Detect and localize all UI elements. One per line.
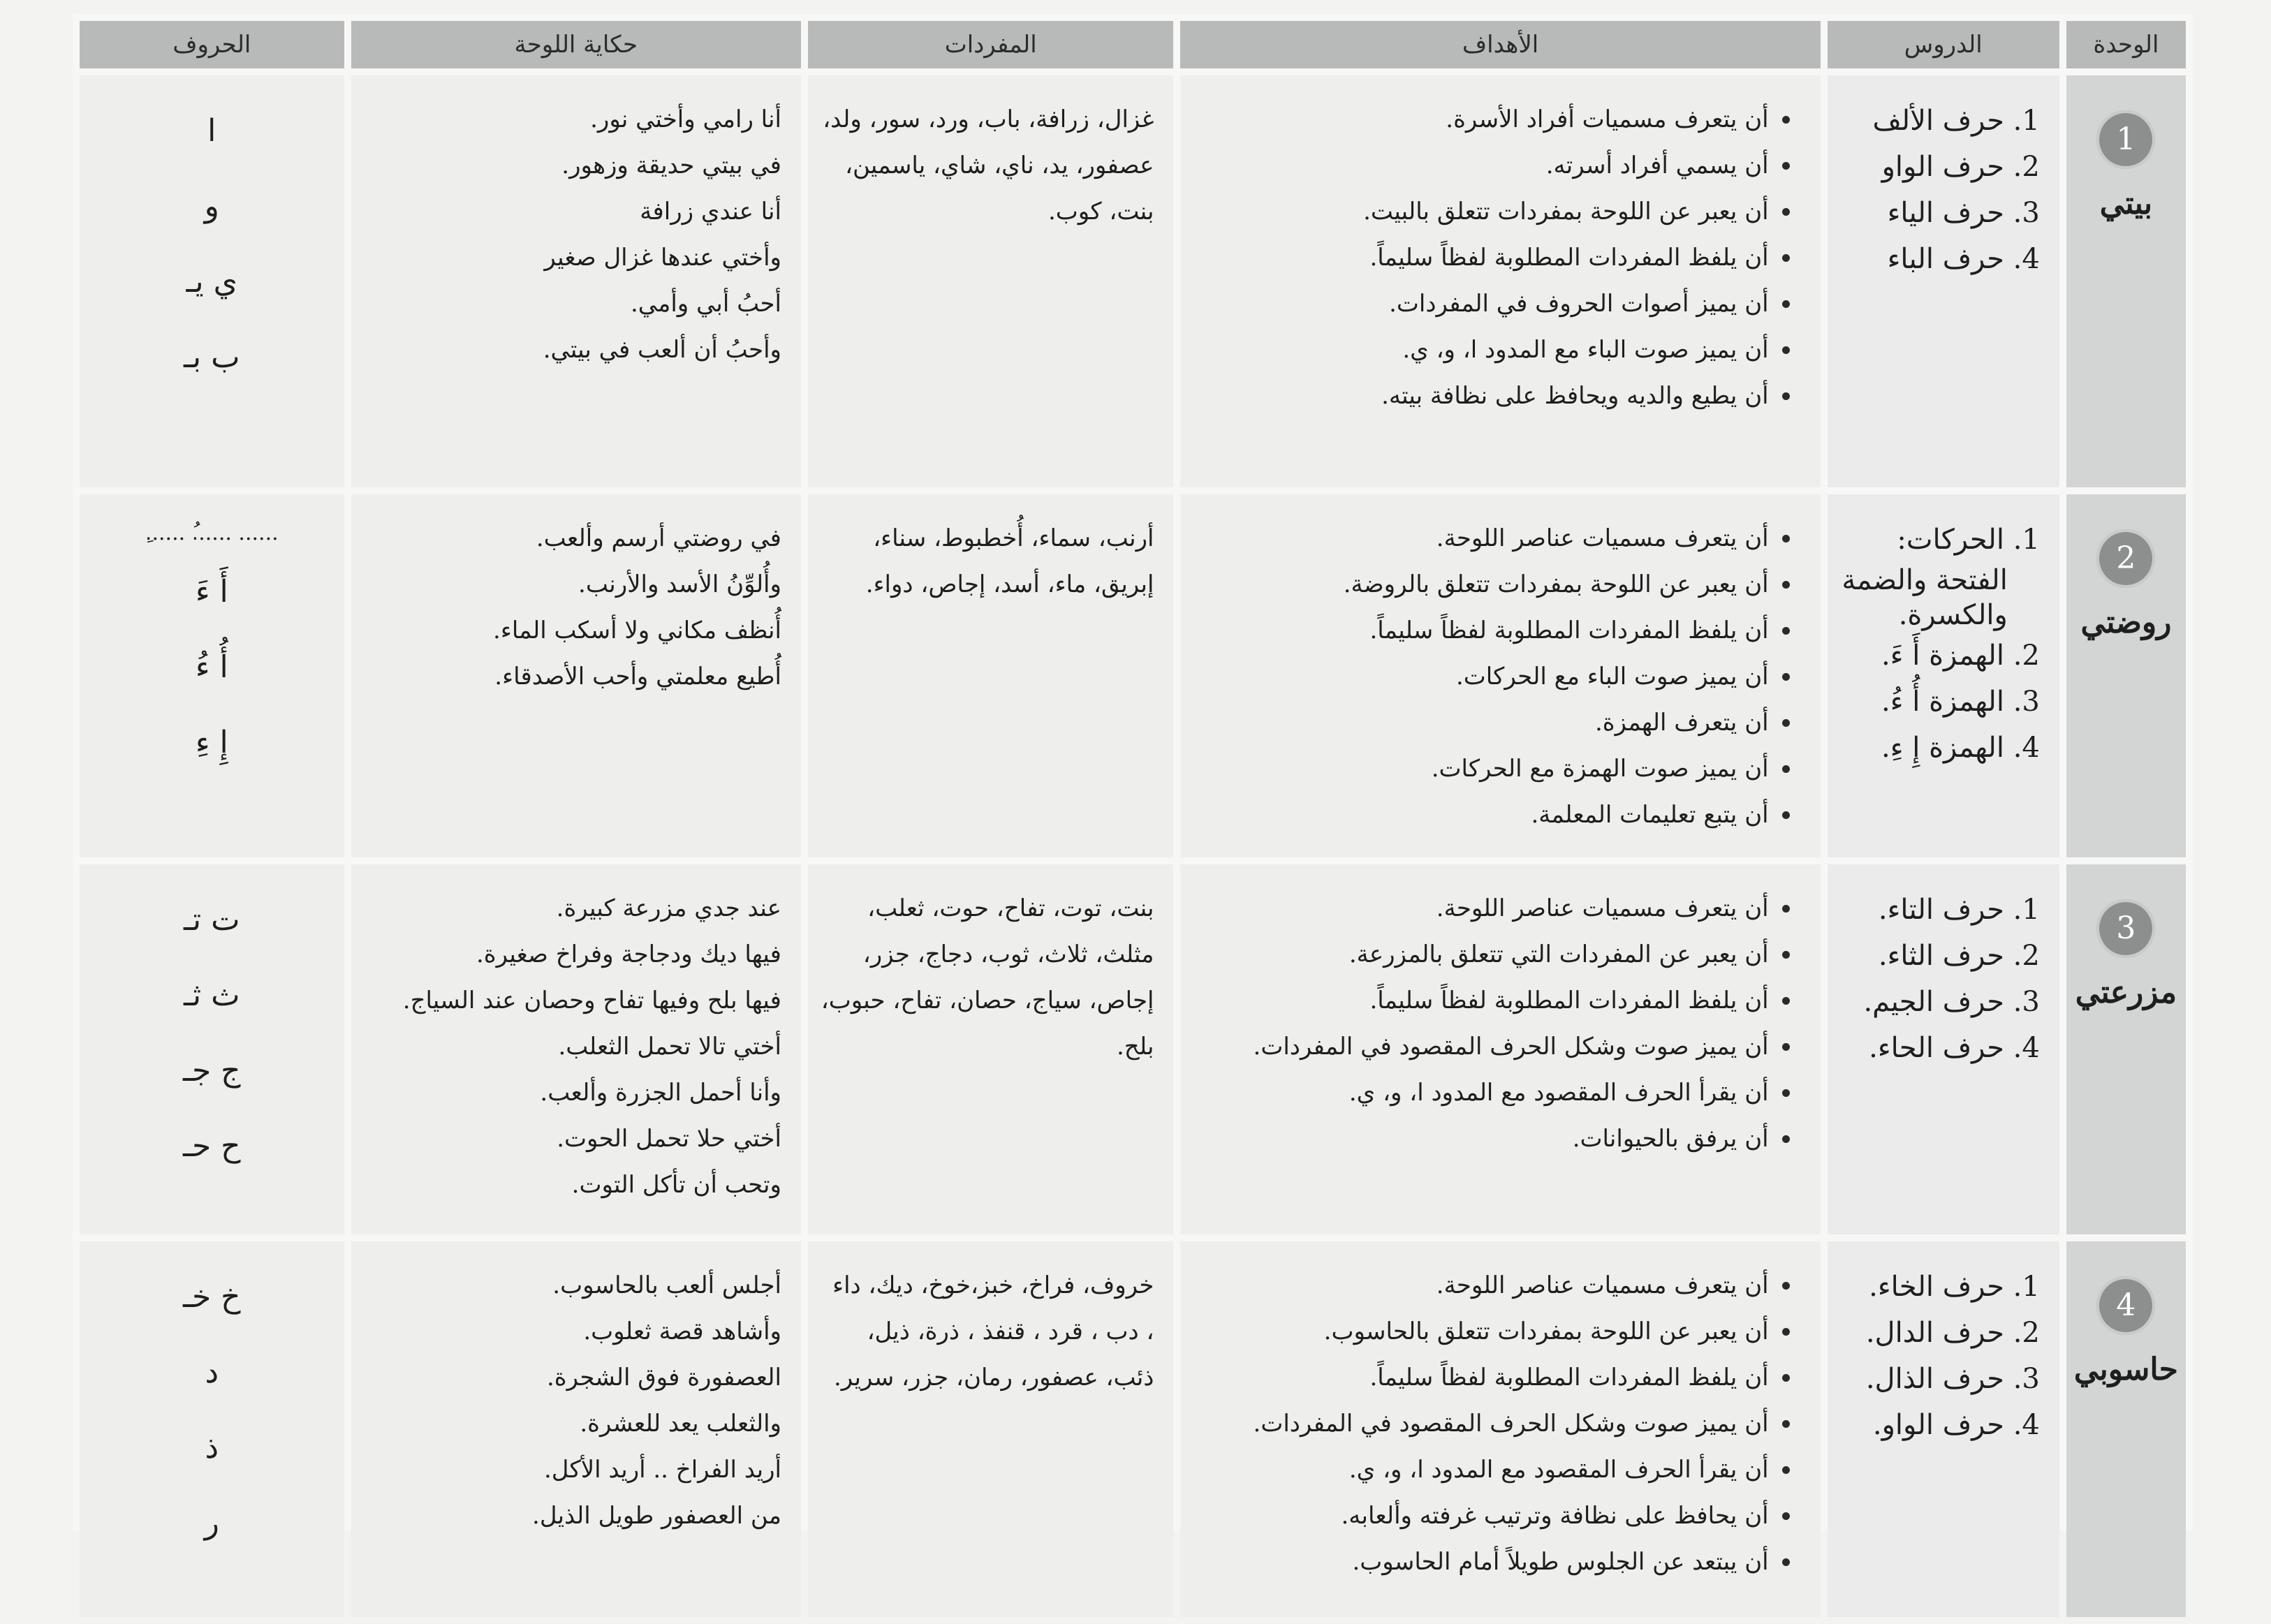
story-line: أنا عندي زرافة bbox=[640, 198, 781, 226]
header-story: حكاية اللوحة bbox=[351, 21, 801, 68]
lesson-item: 1. حرف الخاء. bbox=[1869, 1271, 2040, 1303]
letters-cell bbox=[80, 864, 344, 1234]
unit-number-badge: 2 bbox=[2096, 529, 2155, 588]
story-cell bbox=[351, 864, 801, 1234]
letter-form: أُ ءُ bbox=[195, 649, 228, 685]
story-line: أُطيع معلمتي وأحب الأصدقاء. bbox=[494, 663, 781, 691]
story-line: وأختي عندها غزال صغير bbox=[544, 244, 781, 272]
letters-cell bbox=[80, 1241, 344, 1617]
goal-item: أن يلفظ المفردات المطلوبة لفظاً سليماً. bbox=[1193, 607, 1792, 654]
letter-form: إِ ءِ bbox=[195, 725, 228, 760]
lesson-item: 4. حرف الواو. bbox=[1872, 1409, 2040, 1441]
unit-cell bbox=[2066, 75, 2186, 487]
curriculum-table bbox=[73, 14, 2193, 1624]
lesson-item: 2. حرف الدال. bbox=[1865, 1317, 2040, 1349]
header-letters: الحروف bbox=[80, 21, 344, 68]
goal-item: أن يتعرف الهمزة. bbox=[1193, 700, 1792, 746]
vocabulary-cell: غزال، زرافة، باب، ورد، سور، ولد، عصفور، يد، ناي، شاي، ياسمين، بنت، كوب. bbox=[808, 75, 1174, 487]
goal-item: أن يسمي أفراد أسرته. bbox=[1193, 142, 1792, 189]
vocabulary-cell: بنت، توت، تفاح، حوت، ثعلب، مثلث، ثلاث، ثوب، دجاج، جزر، إجاص، سياج، حصان، تفاح، حبوب، بلح. bbox=[808, 864, 1174, 1234]
vocabulary-cell: أرنب، سماء، أُخطبوط، سناء، إبريق، ماء، أسد، إجاص، دواء. bbox=[808, 494, 1174, 857]
lesson-item: والكسرة. bbox=[1898, 599, 2008, 631]
letter-form: ي يـ bbox=[186, 264, 238, 300]
curriculum-table-sheet bbox=[73, 14, 2193, 1576]
story-line: وأحبُ أن ألعب في بيتي. bbox=[543, 336, 781, 364]
lesson-item: 1. حرف الألف bbox=[1872, 105, 2040, 137]
goals-cell bbox=[1180, 1241, 1820, 1617]
lessons-cell bbox=[1828, 494, 2059, 857]
table-row-unit-2 bbox=[80, 494, 2186, 857]
goal-item: أن يتعرف مسميات أفراد الأسرة. bbox=[1193, 96, 1792, 142]
goals-list bbox=[1193, 1262, 1792, 1585]
goal-item: أن يحافظ على نظافة وترتيب غرفته وألعابه. bbox=[1193, 1493, 1792, 1539]
story-cell bbox=[351, 75, 801, 487]
goal-item: أن يتعرف مسميات عناصر اللوحة. bbox=[1193, 515, 1792, 561]
goal-item: أن يتبع تعليمات المعلمة. bbox=[1193, 792, 1792, 838]
header-goals: الأهداف bbox=[1180, 21, 1820, 68]
letters-cell bbox=[80, 494, 344, 857]
story-line: أختي تالا تحمل الثعلب. bbox=[558, 1033, 781, 1061]
letter-form: ا bbox=[207, 113, 216, 149]
goals-list bbox=[1193, 96, 1792, 419]
goals-list bbox=[1193, 885, 1792, 1162]
unit-cell bbox=[2066, 864, 2186, 1234]
goal-item: أن يعبر عن اللوحة بمفردات تتعلق بالبيت. bbox=[1193, 189, 1792, 235]
lesson-item: 3. الهمزة أُ ءُ. bbox=[1881, 686, 2040, 718]
table-row-unit-4 bbox=[80, 1241, 2186, 1617]
letter-form: ر bbox=[204, 1505, 219, 1541]
goal-item: أن يلفظ المفردات المطلوبة لفظاً سليماً. bbox=[1193, 977, 1792, 1024]
letter-form: ت تـ bbox=[184, 902, 240, 938]
goal-item: أن يعبر عن اللوحة بمفردات تتعلق بالحاسوب. bbox=[1193, 1308, 1792, 1354]
lesson-item: 3. حرف الذال. bbox=[1865, 1363, 2040, 1395]
story-cell bbox=[351, 1241, 801, 1617]
letter-form: ح حـ bbox=[183, 1128, 241, 1164]
letter-form: ث ثـ bbox=[184, 977, 240, 1013]
story-line: فيها بلح وفيها تفاح وحصان عند السياج. bbox=[402, 987, 781, 1014]
letter-form: و bbox=[204, 189, 219, 224]
goals-cell bbox=[1180, 494, 1820, 857]
story-line: وأشاهد قصة ثعلوب. bbox=[583, 1317, 781, 1345]
lesson-item: 2. حرف الواو bbox=[1881, 151, 2040, 183]
story-cell bbox=[351, 494, 801, 857]
goal-item: أن يقرأ الحرف المقصود مع المدود ا، و، ي. bbox=[1193, 1070, 1792, 1116]
lesson-item: 4. حرف الحاء. bbox=[1869, 1032, 2040, 1064]
goal-item: أن يبتعد عن الجلوس طويلاً أمام الحاسوب. bbox=[1193, 1539, 1792, 1585]
unit-name: بيتي bbox=[2099, 186, 2153, 221]
lesson-item: 1. الحركات: bbox=[1897, 524, 2040, 556]
unit-name: مزرعتي bbox=[2075, 975, 2177, 1010]
goal-item: أن يميز صوت الهمزة مع الحركات. bbox=[1193, 746, 1792, 792]
story-line: والثعلب يعد للعشرة. bbox=[580, 1410, 781, 1438]
story-line: عند جدي مزرعة كبيرة. bbox=[556, 894, 781, 922]
unit-number-badge: 4 bbox=[2096, 1276, 2155, 1335]
goal-item: أن يقرأ الحرف المقصود مع المدود ا، و، ي. bbox=[1193, 1447, 1792, 1493]
goal-item: أن يميز صوت وشكل الحرف المقصود في المفردات. bbox=[1193, 1024, 1792, 1070]
goal-item: أن يعبر عن المفردات التي تتعلق بالمزرعة. bbox=[1193, 931, 1792, 977]
letters-cell bbox=[80, 75, 344, 487]
lesson-item: 3. حرف الجيم. bbox=[1863, 986, 2040, 1018]
lesson-item: 4. الهمزة إِ ءِ. bbox=[1881, 732, 2040, 764]
story-line: في روضتي أرسم وألعب. bbox=[536, 524, 781, 552]
story-line: أجلس ألعب بالحاسوب. bbox=[552, 1271, 781, 1299]
story-line: أُنظف مكاني ولا أسكب الماء. bbox=[493, 617, 781, 644]
lesson-item: 3. حرف الياء bbox=[1887, 197, 2040, 229]
lessons-cell bbox=[1828, 1241, 2059, 1617]
letter-form: خ خـ bbox=[183, 1279, 241, 1315]
goal-item: أن يلفظ المفردات المطلوبة لفظاً سليماً. bbox=[1193, 1354, 1792, 1401]
story-line: وأنا أحمل الجزرة وألعب. bbox=[540, 1079, 781, 1107]
story-line: أريد الفراخ .. أريد الأكل. bbox=[544, 1456, 781, 1484]
unit-name: حاسوبي bbox=[2073, 1352, 2178, 1387]
letter-form: ب بـ bbox=[184, 339, 240, 375]
goal-item: أن يميز أصوات الحروف في المفردات. bbox=[1193, 281, 1792, 327]
header-vocabulary: المفردات bbox=[808, 21, 1174, 68]
story-line: وأُلوِّنُ الأسد والأرنب. bbox=[578, 570, 781, 598]
lesson-item: 2. حرف الثاء. bbox=[1878, 940, 2040, 972]
table-row-unit-1 bbox=[80, 75, 2186, 487]
story-line: العصفورة فوق الشجرة. bbox=[546, 1364, 781, 1392]
goals-cell bbox=[1180, 864, 1820, 1234]
unit-cell bbox=[2066, 494, 2186, 857]
unit-name: روضتي bbox=[2080, 605, 2172, 640]
lesson-item: الفتحة والضمة bbox=[1842, 564, 2008, 596]
header-unit: الوحدة bbox=[2066, 21, 2186, 68]
goal-item: أن يميز صوت وشكل الحرف المقصود في المفردات. bbox=[1193, 1401, 1792, 1447]
unit-number-badge: 3 bbox=[2096, 899, 2155, 958]
lessons-cell bbox=[1828, 75, 2059, 487]
vocabulary-cell: خروف، فراخ، خبز،خوخ، ديك، داء ، دب ، قرد ، قنفذ ، ذرة، ذيل، ذئب، عصفور، رمان، جزر، سرير. bbox=[808, 1241, 1174, 1617]
goal-item: أن يلفظ المفردات المطلوبة لفظاً سليماً. bbox=[1193, 235, 1792, 281]
story-line: أختي حلا تحمل الحوت. bbox=[557, 1125, 781, 1153]
goals-cell bbox=[1180, 75, 1820, 487]
goal-item: أن يتعرف مسميات عناصر اللوحة. bbox=[1193, 1262, 1792, 1308]
lesson-item: 1. حرف التاء. bbox=[1878, 894, 2040, 926]
story-line: أنا رامي وأختي نور. bbox=[590, 105, 781, 133]
story-line: وتحب أن تأكل التوت. bbox=[571, 1171, 781, 1199]
story-line: فيها ديك ودجاجة وفراخ صغيرة. bbox=[476, 940, 781, 968]
lesson-item: 4. حرف الباء bbox=[1887, 243, 2040, 275]
unit-cell bbox=[2066, 1241, 2186, 1617]
lesson-item: 2. الهمزة أَ ءَ. bbox=[1881, 640, 2040, 672]
table-row-unit-3 bbox=[80, 864, 2186, 1234]
letter-form: أَ ءَ bbox=[195, 574, 228, 610]
story-line: في بيتي حديقة وزهور. bbox=[561, 152, 781, 179]
goal-item: أن يرفق بالحيوانات. bbox=[1193, 1116, 1792, 1162]
goals-list bbox=[1193, 515, 1792, 838]
story-line: أحبُ أبي وأمي. bbox=[631, 290, 781, 318]
unit-number-badge: 1 bbox=[2096, 110, 2155, 169]
table-header-row bbox=[80, 21, 2186, 68]
goal-item: أن يميز صوت الباء مع المدود ا، و، ي. bbox=[1193, 327, 1792, 373]
story-line: من العصفور طويل الذيل. bbox=[532, 1502, 781, 1530]
goal-item: أن يطيع والديه ويحافظ على نظافة بيته. bbox=[1193, 373, 1792, 419]
letter-form: ج جـ bbox=[183, 1053, 241, 1088]
lessons-cell bbox=[1828, 864, 2059, 1234]
goal-item: أن يميز صوت الباء مع الحركات. bbox=[1193, 654, 1792, 700]
goal-item: أن يتعرف مسميات عناصر اللوحة. bbox=[1193, 885, 1792, 931]
letter-form: د bbox=[205, 1354, 219, 1390]
letter-form: ...... ......ُ ......ِ bbox=[145, 521, 279, 545]
goal-item: أن يعبر عن اللوحة بمفردات تتعلق بالروضة. bbox=[1193, 561, 1792, 607]
letter-form: ذ bbox=[205, 1430, 219, 1466]
header-lessons: الدروس bbox=[1828, 21, 2059, 68]
